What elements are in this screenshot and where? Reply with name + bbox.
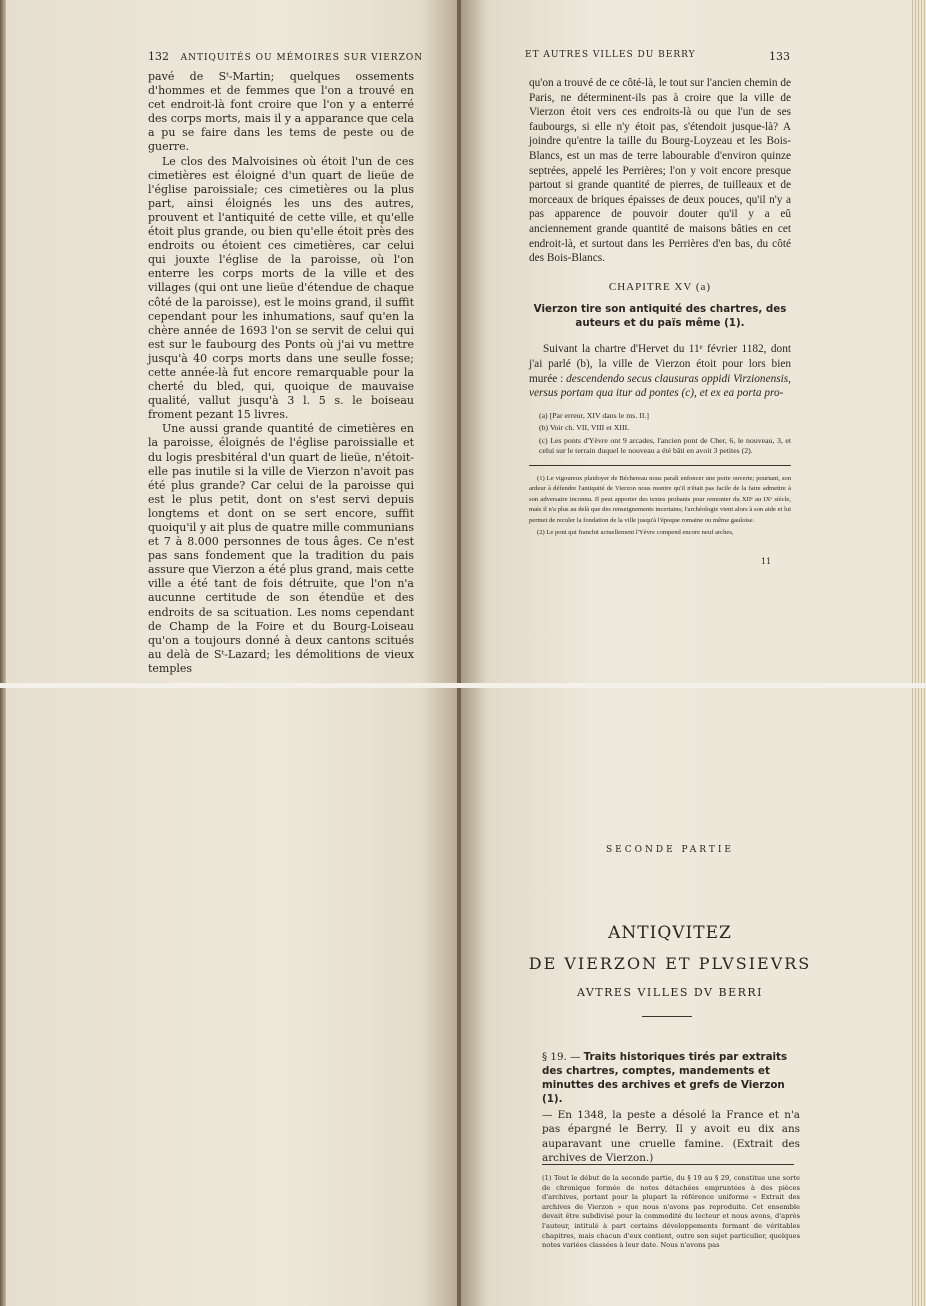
- blank-verso-page: [6, 688, 457, 1306]
- paragraph: pavé de Sᵗ-Martin; quelques ossements d'hommes et de femmes que l'on a trouvé en cet endroit-là font croire que l'on y a enterré des corps morts, mais il y a apparance que cela a pu se faire dans les tems de peste ou de guerre.: [148, 70, 414, 154]
- paragraph: Une aussi grande quantité de cimetières en la paroisse, éloignés de l'église paroissialle et du logis presbitéral d'un quart de lieüe, n'étoit-elle pas inutile si la ville de Vierzon n'avoit pas été plus grande? Car celui de la paroisse qui est le plus petit, dont on s'est servi depuis longtems et dont on se sert encore, suffit quoiqu'il y ait plus de quatre mille communians et 7 à 8.000 personnes de tous âges. Ce n'est pas sans fondement que la tradition du pais assure que Vierzon a été plus grand, mais cette ville a été tant de fois détruite, que l'on n'a aucunne certitude de son étendüe et des endroits de sa scituation. Les noms cependant de Champ de la Foire et du Bourg-Loiseau qu'on a toujours donné à deux cantons scitués au delà de Sᵗ-Lazard; les démolitions de vieux temples: [148, 422, 414, 675]
- chapter-title: Vierzon tire son antiquité des chartres, des auteurs et du païs même (1).: [533, 303, 787, 330]
- section-title: Traits historiques tirés par extraits des chartres, comptes, mandements et minuttes des archives et grefs de Vierzon (1).: [542, 1051, 788, 1105]
- title-line-2: DE VIERZON ET PLVSIEVRS: [528, 954, 812, 973]
- paragraph-start: Suivant la chartre d'Hervet du 11ᵉ février 1182, dont j'ai parlé (b), la ville de Vierzon étoit pour lors bien murée :: [529, 343, 791, 385]
- signature-mark: 11: [761, 557, 772, 566]
- running-head-left: [148, 50, 423, 63]
- title-line-1: ANTIQVITEZ: [608, 923, 732, 943]
- paragraph: Le clos des Malvoisines où étoit l'un de ces cimetières est éloigné d'un quart de lieüe de l'église paroissiale; ces cimetières ou la plus part, ainsi éloignés les uns des autres, prouvent et l'antiquité de cette ville, et qu'elle étoit plus grande, ou bien qu'elle étoit près des endroits ou étoient ces cimetières, car celui qui jouxte l'église de la paroisse, où l'on enterre les corps morts de la ville et des villages (qui ont une lieüe d'étendue de chaque côté de la paroisse), est le moins grand, il suffit cependant pour les inhumations, sauf qu'en la chère année de 1693 l'on se servit de celui qui est sur le faubourg des Ponts où j'ai vu mettre jusqu'à 40 corps morts dans une seulle fosse; cette année-là fut encore remarquable pour la cherté du bled, qui, quoique de mauvaise qualité, vallut jusqu'à 3 l. 5 s. le boiseau froment pezant 15 livres.: [148, 154, 414, 422]
- footnote-2: (2) Le pont qui franchit actuellement l'Yèvre compend encore neuf arches,: [537, 529, 734, 537]
- section-heading: [542, 1050, 800, 1106]
- latin-quote: descendendo secus clausuras oppidi Virzionensis, versus portam qua itur ad pontes (c), et ex ea porta pro-: [529, 372, 791, 400]
- chapter-heading: CHAPITRE XV (a): [608, 280, 712, 293]
- paragraph: qu'on a trouvé de ce côté-là, le tout sur l'ancien chemin de Paris, ne déterminent-ils pas à croire que la ville de Vierzon étoit vers ces endroits-là ou que l'un de ses faubourgs, si elle n'y étoit pas, s'étendoit jusque-là? A joindre qu'entre la taille du Bourg-Loyzeau et les Bois-Blancs, est un mas de terre labourable d'environ quinze septrées, appelé les Perrières; l'on y voit encore presque partout si grande quantité de pierres, de tuilleaux et de morceaux de briques épaisses de deux pouces, qu'il n'y a pas apparence de pouvoir douter qu'il y a eû anciennement grande quantité de maisons bâties en cet endroit-là, et surtout dans les Perrières d'en bas, du côté des Bois-Blancs.: [529, 77, 791, 265]
- paragraph-1348: — En 1348, la peste a désolé la France et n'a pas épargné le Berry. Il y avoit eu dix ans auparavant une cruelle famine. (Extrait des archives de Vierzon.): [542, 1109, 800, 1164]
- book-edge-right: [912, 0, 926, 683]
- page-number-133: 133: [769, 50, 790, 63]
- title-page-content: [472, 0, 868, 1306]
- page-132: [6, 0, 457, 683]
- footnote-rule: [542, 1164, 794, 1165]
- part-heading: SECONDE PARTIE: [606, 845, 734, 855]
- book-edge-right: [912, 688, 926, 1306]
- page-number-132: 132: [148, 50, 169, 63]
- section-number: § 19. —: [542, 1051, 581, 1063]
- footnote-1: (1) Le vigoureux plaidoyer de Béchereau nous paraît enfoncer une porte ouverte; pourtant, son ardeur à défendre l'antiquité de Vierzon nous montre qu'il n'était pas facile de la faire admettre à son adversaire inconnu. Il peut apporter des textes probants pour remonter du XIIᵉ au IXᵉ siècle, mais il n'a plus au delà que des renseignements incertains; l'archéologie vient alors à son aide et lui permet de reculer la fondation de la ville jusqu'à l'époque romaine ou même gauloise.: [529, 475, 791, 524]
- title-rule: [642, 1016, 692, 1017]
- title-line-3: AVTRES VILLES DV BERRI: [576, 986, 764, 999]
- note-b: (b) Voir ch. VII, VIII et XIII.: [539, 423, 630, 433]
- footnote-1: (1) Tout le début de la seconde partie, du § 19 au § 29, constitue une sorte de chronique formée de notes détachées empruntées à des pièces d'archives, portant pour la plupart la référence uniforme « Extrait des archives de Vierzon » que nous n'avons pas reproduite. Cet ensemble devait être subdivisé pour la commodité du lecteur et nous avons, d'après l'auteur, intitulé à part certains développements formant de véritables chapitres, mais chacun d'eux contient, outre son sujet particulier, quelques notes variées classées à leur date. Nous n'avons pas: [542, 1174, 800, 1250]
- running-head-title: ANTIQUITÉS OU MÉMOIRES SUR VIERZON: [180, 53, 424, 63]
- note-a: (a) [Par erreur, XIV dans le ms. II.]: [539, 410, 649, 420]
- body-text-132: [148, 70, 414, 676]
- running-head-title: ET AUTRES VILLES DU BERRY: [525, 50, 696, 60]
- note-c: (c) Les ponts d'Yèvre ont 9 arcades, l'ancien pont de Cher, 6, le nouveau, 3, et celui sur le terrain duquel le nouveau a été bâti en avoit 3 petites (2).: [539, 435, 791, 456]
